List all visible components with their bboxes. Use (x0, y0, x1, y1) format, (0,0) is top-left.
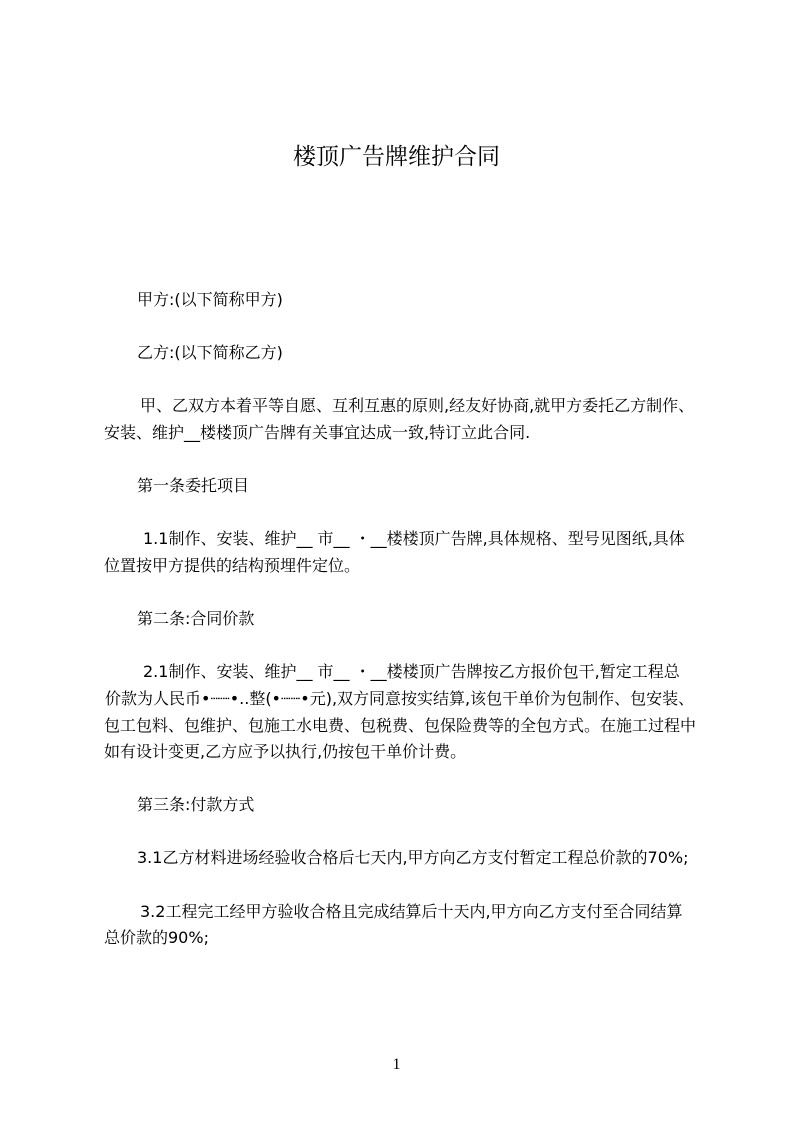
clause-3-2 (104, 899, 724, 952)
preamble-line: 安装、维护__楼楼顶广告牌有关事宜达成一致,特订立此合同. (104, 422, 531, 442)
preamble-line: 甲、乙双方本着平等自愿、互利互惠的原则,经友好协商,就甲方委托乙方制作、 (140, 396, 695, 416)
clause-1-1-line: 位置按甲方提供的结构预埋件定位。 (104, 555, 361, 575)
article-1-heading (104, 473, 724, 500)
clause-2-1 (104, 659, 724, 765)
party-b-line: 乙方:(以下简称乙方) (137, 343, 283, 363)
party-b (104, 340, 724, 367)
document-body (104, 287, 724, 978)
preamble (104, 393, 724, 446)
clause-2-1-line: 包工包料、包维护、包施工水电费、包税费、包保险费等的全包方式。在施工过程中 (104, 715, 697, 735)
clause-3-2-line: 总价款的90%; (104, 928, 209, 948)
party-a-line: 甲方:(以下简称甲方) (137, 290, 283, 309)
party-a (104, 287, 724, 314)
article-3-heading (104, 792, 724, 819)
article-2-heading (104, 606, 724, 633)
article-2-heading-line: 第二条:合同价款 (137, 609, 255, 629)
clause-2-1-line: 如有设计变更,乙方应予以执行,仍按包干单价计费。 (104, 742, 467, 762)
clause-1-1-line: 1.1制作、安装、维护__ 市__ ・__楼楼顶广告牌,具体规格、型号见图纸,具体 (143, 529, 685, 549)
article-1-heading-line: 第一条委托项目 (137, 476, 250, 496)
clause-2-1-line: 2.1制作、安装、维护__ 市__ ・__楼楼顶广告牌按乙方报价包干,暂定工程总 (143, 662, 680, 682)
clause-1-1 (104, 526, 724, 579)
clause-3-1 (104, 845, 724, 872)
clause-3-2-line: 3.2工程完工经甲方验收合格且完成结算后十天内,甲方向乙方支付至合同结算 (140, 901, 683, 921)
document-title: 楼顶广告牌维护合同 (293, 144, 500, 170)
clause-2-1-line: 价款为人民币•┈┈•..整(•┈┈•元),双方同意按实结算,该包干单价为包制作、包安装、 (105, 688, 695, 708)
article-3-heading-line: 第三条:付款方式 (137, 795, 255, 815)
clause-3-1-line: 3.1乙方材料进场经验收合格后七天内,甲方向乙方支付暂定工程总价款的70%; (137, 848, 689, 868)
page-number: 1 (392, 1056, 401, 1073)
